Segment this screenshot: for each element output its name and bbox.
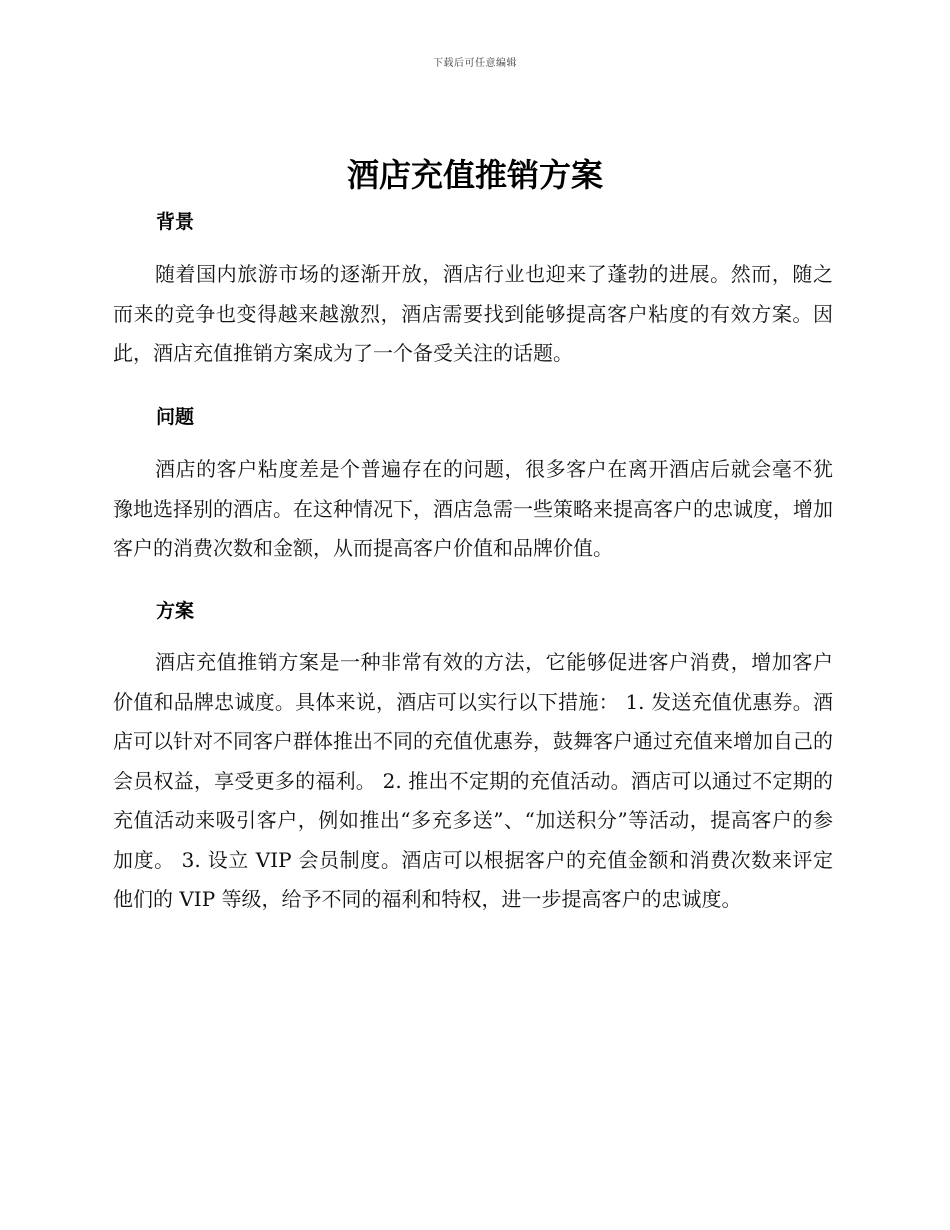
section-paragraph-plan: 酒店充值推销方案是一种非常有效的方法，它能够促进客户消费，增加客户价值和品牌忠诚度。具体来说，酒店可以实行以下措施： 1. 发送充值优惠券。酒店可以针对不同客户群体推出不同的充值优惠券，鼓舞客户通过充值来增加自己的会员权益，享受更多的福利。 2. 推出不定期的充值活动。酒店可以通过不定期的充值活动来吸引客户，例如推出“多充多送”、“加送积分”等活动，提高客户的参加度。 3. 设立 VIP 会员制度。酒店可以根据客户的充值金额和消费次数来评定他们的 VIP 等级，给予不同的福利和特权，进一步提高客户的忠诚度。 <box>113 650 833 911</box>
section-heading-background: 背景 <box>156 211 195 233</box>
section-paragraph-background: 随着国内旅游市场的逐渐开放，酒店行业也迎来了蓬勃的进展。然而，随之而来的竞争也变得越来越激烈，酒店需要找到能够提高客户粘度的有效方案。因此，酒店充值推销方案成为了一个备受关注的话题。 <box>113 262 833 365</box>
document-title: 酒店充值推销方案 <box>346 156 603 194</box>
section-heading-problem: 问题 <box>156 406 195 428</box>
header-note: 下载后可任意编辑 <box>433 58 517 69</box>
section-paragraph-problem: 酒店的客户粘度差是个普遍存在的问题，很多客户在离开酒店后就会毫不犹豫地选择别的酒店。在这种情况下，酒店急需一些策略来提高客户的忠诚度，增加客户的消费次数和金额，从而提高客户价值和品牌价值。 <box>113 457 833 560</box>
section-heading-plan: 方案 <box>156 600 195 622</box>
